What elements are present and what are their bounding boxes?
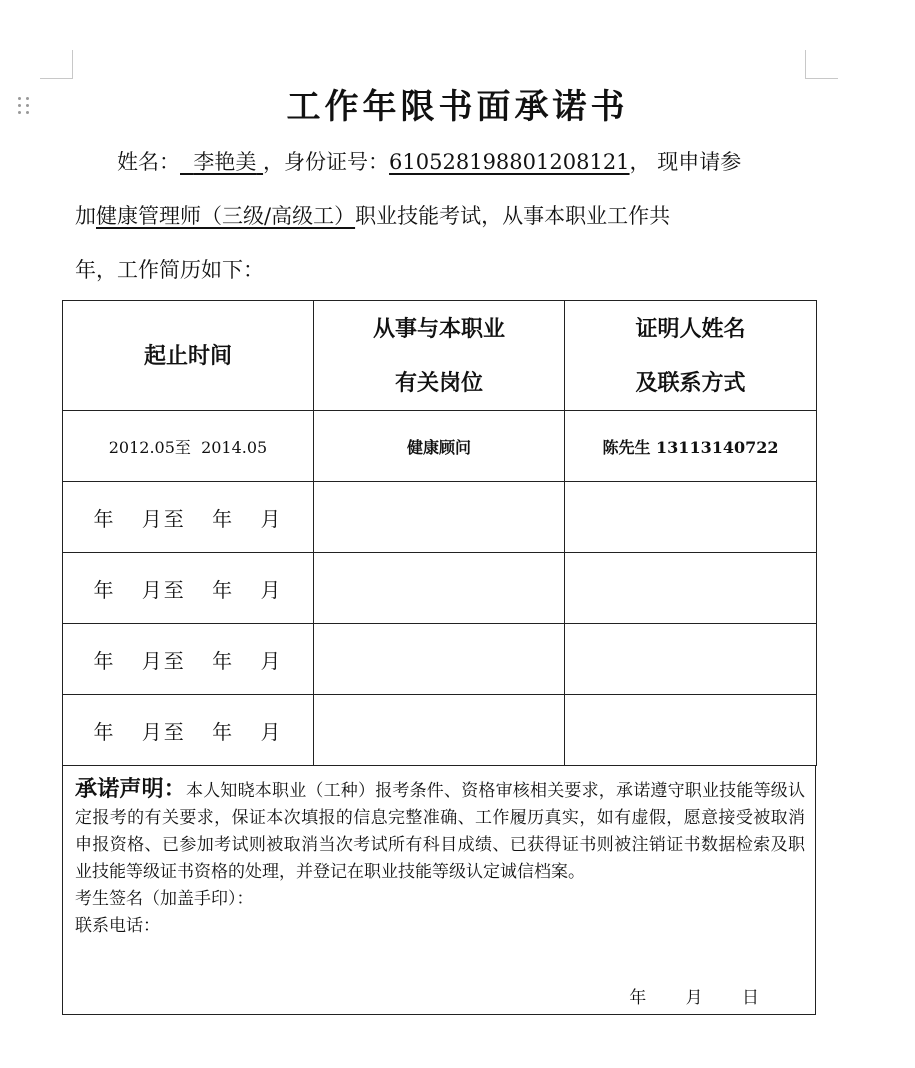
contact-cell[interactable]	[565, 553, 817, 624]
table-row	[63, 553, 817, 624]
period-cell[interactable]: 年 月至 年 月	[63, 624, 314, 695]
signature-label: 考生签名（加盖手印）：	[75, 889, 254, 909]
header-contact: 证明人姓名 及联系方式	[565, 301, 817, 411]
apply-text: ， 现申请参	[629, 150, 742, 174]
intro-line-2: 加健康管理师（三级/高级工）职业技能考试，从事本职业工作共	[75, 204, 671, 228]
promise-statement	[75, 776, 805, 886]
position-cell[interactable]	[314, 624, 565, 695]
contact-cell[interactable]	[565, 482, 817, 553]
date-line: 年 月 日	[629, 988, 759, 1008]
period-cell[interactable]: 2012.05至 2014.05	[63, 411, 314, 482]
table-row	[63, 624, 817, 695]
intro-line-1	[75, 135, 815, 189]
table-row	[63, 482, 817, 553]
promise-text: 本人知晓本职业（工种）报考条件、资格审核相关要求，承诺遵守职业技能等级认定报考的有关要求，保证本次填报的信息完整准确、工作履历真实，如有虚假，愿意接受被取消申报资格、已参加考试则被取消当次考试所有科目成绩、已获得证书则被注销证书数据检索及职业技能等级证书资格的处理，并登记在职业技能等级认定诚信档案。	[75, 781, 805, 882]
phone-label: 联系电话：	[75, 916, 160, 936]
period-cell[interactable]: 年 月至 年 月	[63, 482, 314, 553]
id-label: ，身份证号：	[263, 150, 390, 174]
period-cell[interactable]: 年 月至 年 月	[63, 695, 314, 766]
page-corner-mark-top-right	[805, 50, 838, 79]
contact-cell[interactable]: 陈先生 13113140722	[565, 411, 817, 482]
period-cell[interactable]: 年 月至 年 月	[63, 553, 314, 624]
intro-line-3: 年，工作简历如下：	[75, 258, 264, 282]
contact-cell[interactable]	[565, 624, 817, 695]
position-cell[interactable]	[314, 553, 565, 624]
header-period: 起止时间	[63, 301, 314, 411]
occupation-value: 健康管理师（三级/高级工）	[96, 204, 356, 228]
position-cell[interactable]	[314, 482, 565, 553]
name-value: 李艳美	[193, 150, 257, 174]
id-number-value: 610528198801208121	[389, 150, 630, 174]
promise-statement-box	[62, 766, 816, 1015]
name-label: 姓名：	[117, 150, 180, 174]
table-row	[63, 695, 817, 766]
intro-paragraph	[75, 135, 815, 297]
position-cell[interactable]	[314, 695, 565, 766]
document-title: 工作年限书面承诺书	[286, 87, 629, 127]
work-history-table	[62, 300, 817, 766]
position-cell[interactable]: 健康顾问	[314, 411, 565, 482]
header-position: 从事与本职业 有关岗位	[314, 301, 565, 411]
table-row	[63, 411, 817, 482]
table-header-row	[63, 301, 817, 411]
page-corner-mark-top-left	[40, 50, 73, 79]
promise-lead: 承诺声明：	[75, 776, 186, 802]
contact-cell[interactable]	[565, 695, 817, 766]
